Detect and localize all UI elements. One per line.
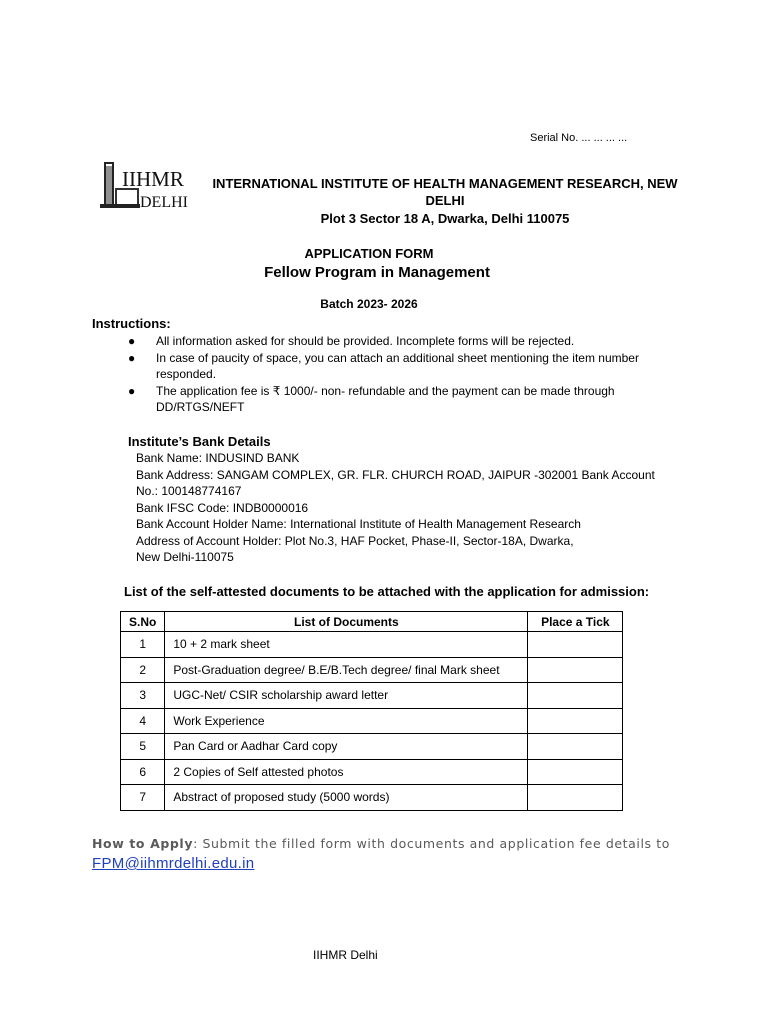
email-link[interactable]: FPM@iihmrdelhi.edu.in xyxy=(92,855,255,872)
tick-cell[interactable] xyxy=(528,708,623,734)
row-sno: 3 xyxy=(121,683,165,709)
tick-cell[interactable] xyxy=(528,632,623,658)
row-sno: 2 xyxy=(121,657,165,683)
row-document: 10 + 2 mark sheet xyxy=(165,632,528,658)
table-row xyxy=(121,734,623,760)
row-sno: 6 xyxy=(121,759,165,785)
form-title-row xyxy=(0,246,768,261)
program-row xyxy=(0,264,768,281)
tick-cell[interactable] xyxy=(528,657,623,683)
table-row xyxy=(121,759,623,785)
tick-cell[interactable] xyxy=(528,683,623,709)
bank-line: Bank Name: INDUSIND BANK xyxy=(136,451,300,465)
bank-line: Bank Account Holder Name: International Institute of Health Management Research xyxy=(136,517,581,531)
row-sno: 4 xyxy=(121,708,165,734)
instruction-text: The application fee is ₹ 1000/- non- refundable and the payment can be made through DD/RTGS/NEFT xyxy=(156,383,615,414)
institute-address: Plot 3 Sector 18 A, Dwarka, Delhi 110075 xyxy=(320,211,570,226)
table-header-row xyxy=(121,612,623,632)
instruction-text: In case of paucity of space, you can attach an additional sheet mentioning the item number responded. xyxy=(156,350,639,381)
footer-text: IIHMR Delhi xyxy=(313,948,378,962)
serial-number: Serial No. ... ... ... ... xyxy=(530,132,628,144)
table-row xyxy=(121,708,623,734)
instructions-list xyxy=(128,333,688,416)
bullet-icon: ● xyxy=(128,383,136,398)
program-title: Fellow Program in Management xyxy=(264,264,490,281)
institute-name: INTERNATIONAL INSTITUTE OF HEALTH MANAGEMENT RESEARCH, NEW DELHI xyxy=(212,176,678,208)
row-sno: 7 xyxy=(121,785,165,811)
table-row xyxy=(121,632,623,658)
bullet-icon: ● xyxy=(128,350,136,365)
tick-cell[interactable] xyxy=(528,759,623,785)
bank-line: New Delhi-110075 xyxy=(136,550,234,564)
column-header-sno: S.No xyxy=(121,612,165,632)
batch-label: Batch 2023- 2026 xyxy=(320,297,418,311)
tick-cell[interactable] xyxy=(528,785,623,811)
column-header-documents: List of Documents xyxy=(165,612,528,632)
tick-cell[interactable] xyxy=(528,734,623,760)
column-header-tick: Place a Tick xyxy=(528,612,623,632)
list-item xyxy=(128,383,688,416)
row-sno: 5 xyxy=(121,734,165,760)
logo-text-bottom: DELHI xyxy=(140,194,188,211)
row-document: UGC-Net/ CSIR scholarship award letter xyxy=(165,683,528,709)
form-title: APPLICATION FORM xyxy=(304,246,434,261)
bank-line: Bank Address: SANGAM COMPLEX, GR. FLR. CHURCH ROAD, JAIPUR -302001 Bank Account xyxy=(136,467,655,482)
table-row xyxy=(121,785,623,811)
bank-line: Address of Account Holder: Plot No.3, HAF Pocket, Phase-II, Sector-18A, Dwarka, xyxy=(136,533,574,548)
how-to-apply-label: How to Apply xyxy=(92,836,194,851)
bank-line: Bank IFSC Code: INDB0000016 xyxy=(136,500,309,515)
row-document: Pan Card or Aadhar Card copy xyxy=(165,734,528,760)
row-document: 2 Copies of Self attested photos xyxy=(165,759,528,785)
bank-line: No.: 100148774167 xyxy=(136,484,242,498)
table-row xyxy=(121,657,623,683)
logo-text-top: IIHMR xyxy=(122,167,184,191)
row-document: Abstract of proposed study (5000 words) xyxy=(165,785,528,811)
row-sno: 1 xyxy=(121,632,165,658)
instruction-text: All information asked for should be provided. Incomplete forms will be rejected. xyxy=(156,334,575,348)
how-to-apply xyxy=(92,836,670,851)
table-row xyxy=(121,683,623,709)
list-item xyxy=(128,333,688,350)
documents-table xyxy=(120,611,623,811)
how-to-apply-text: : Submit the filled form with documents and application fee details to xyxy=(193,836,670,851)
list-item xyxy=(128,350,688,383)
bank-details xyxy=(136,450,676,566)
iihmr-logo xyxy=(100,160,204,212)
row-document: Work Experience xyxy=(165,708,528,734)
batch-row xyxy=(0,297,768,311)
row-document: Post-Graduation degree/ B.E/B.Tech degree/ final Mark sheet xyxy=(165,657,528,683)
instructions-heading: Instructions: xyxy=(92,316,171,331)
bank-details-heading: Institute’s Bank Details xyxy=(128,434,271,449)
bullet-icon: ● xyxy=(128,334,136,348)
documents-heading: List of the self-attested documents to be attached with the application for admission: xyxy=(124,584,650,599)
